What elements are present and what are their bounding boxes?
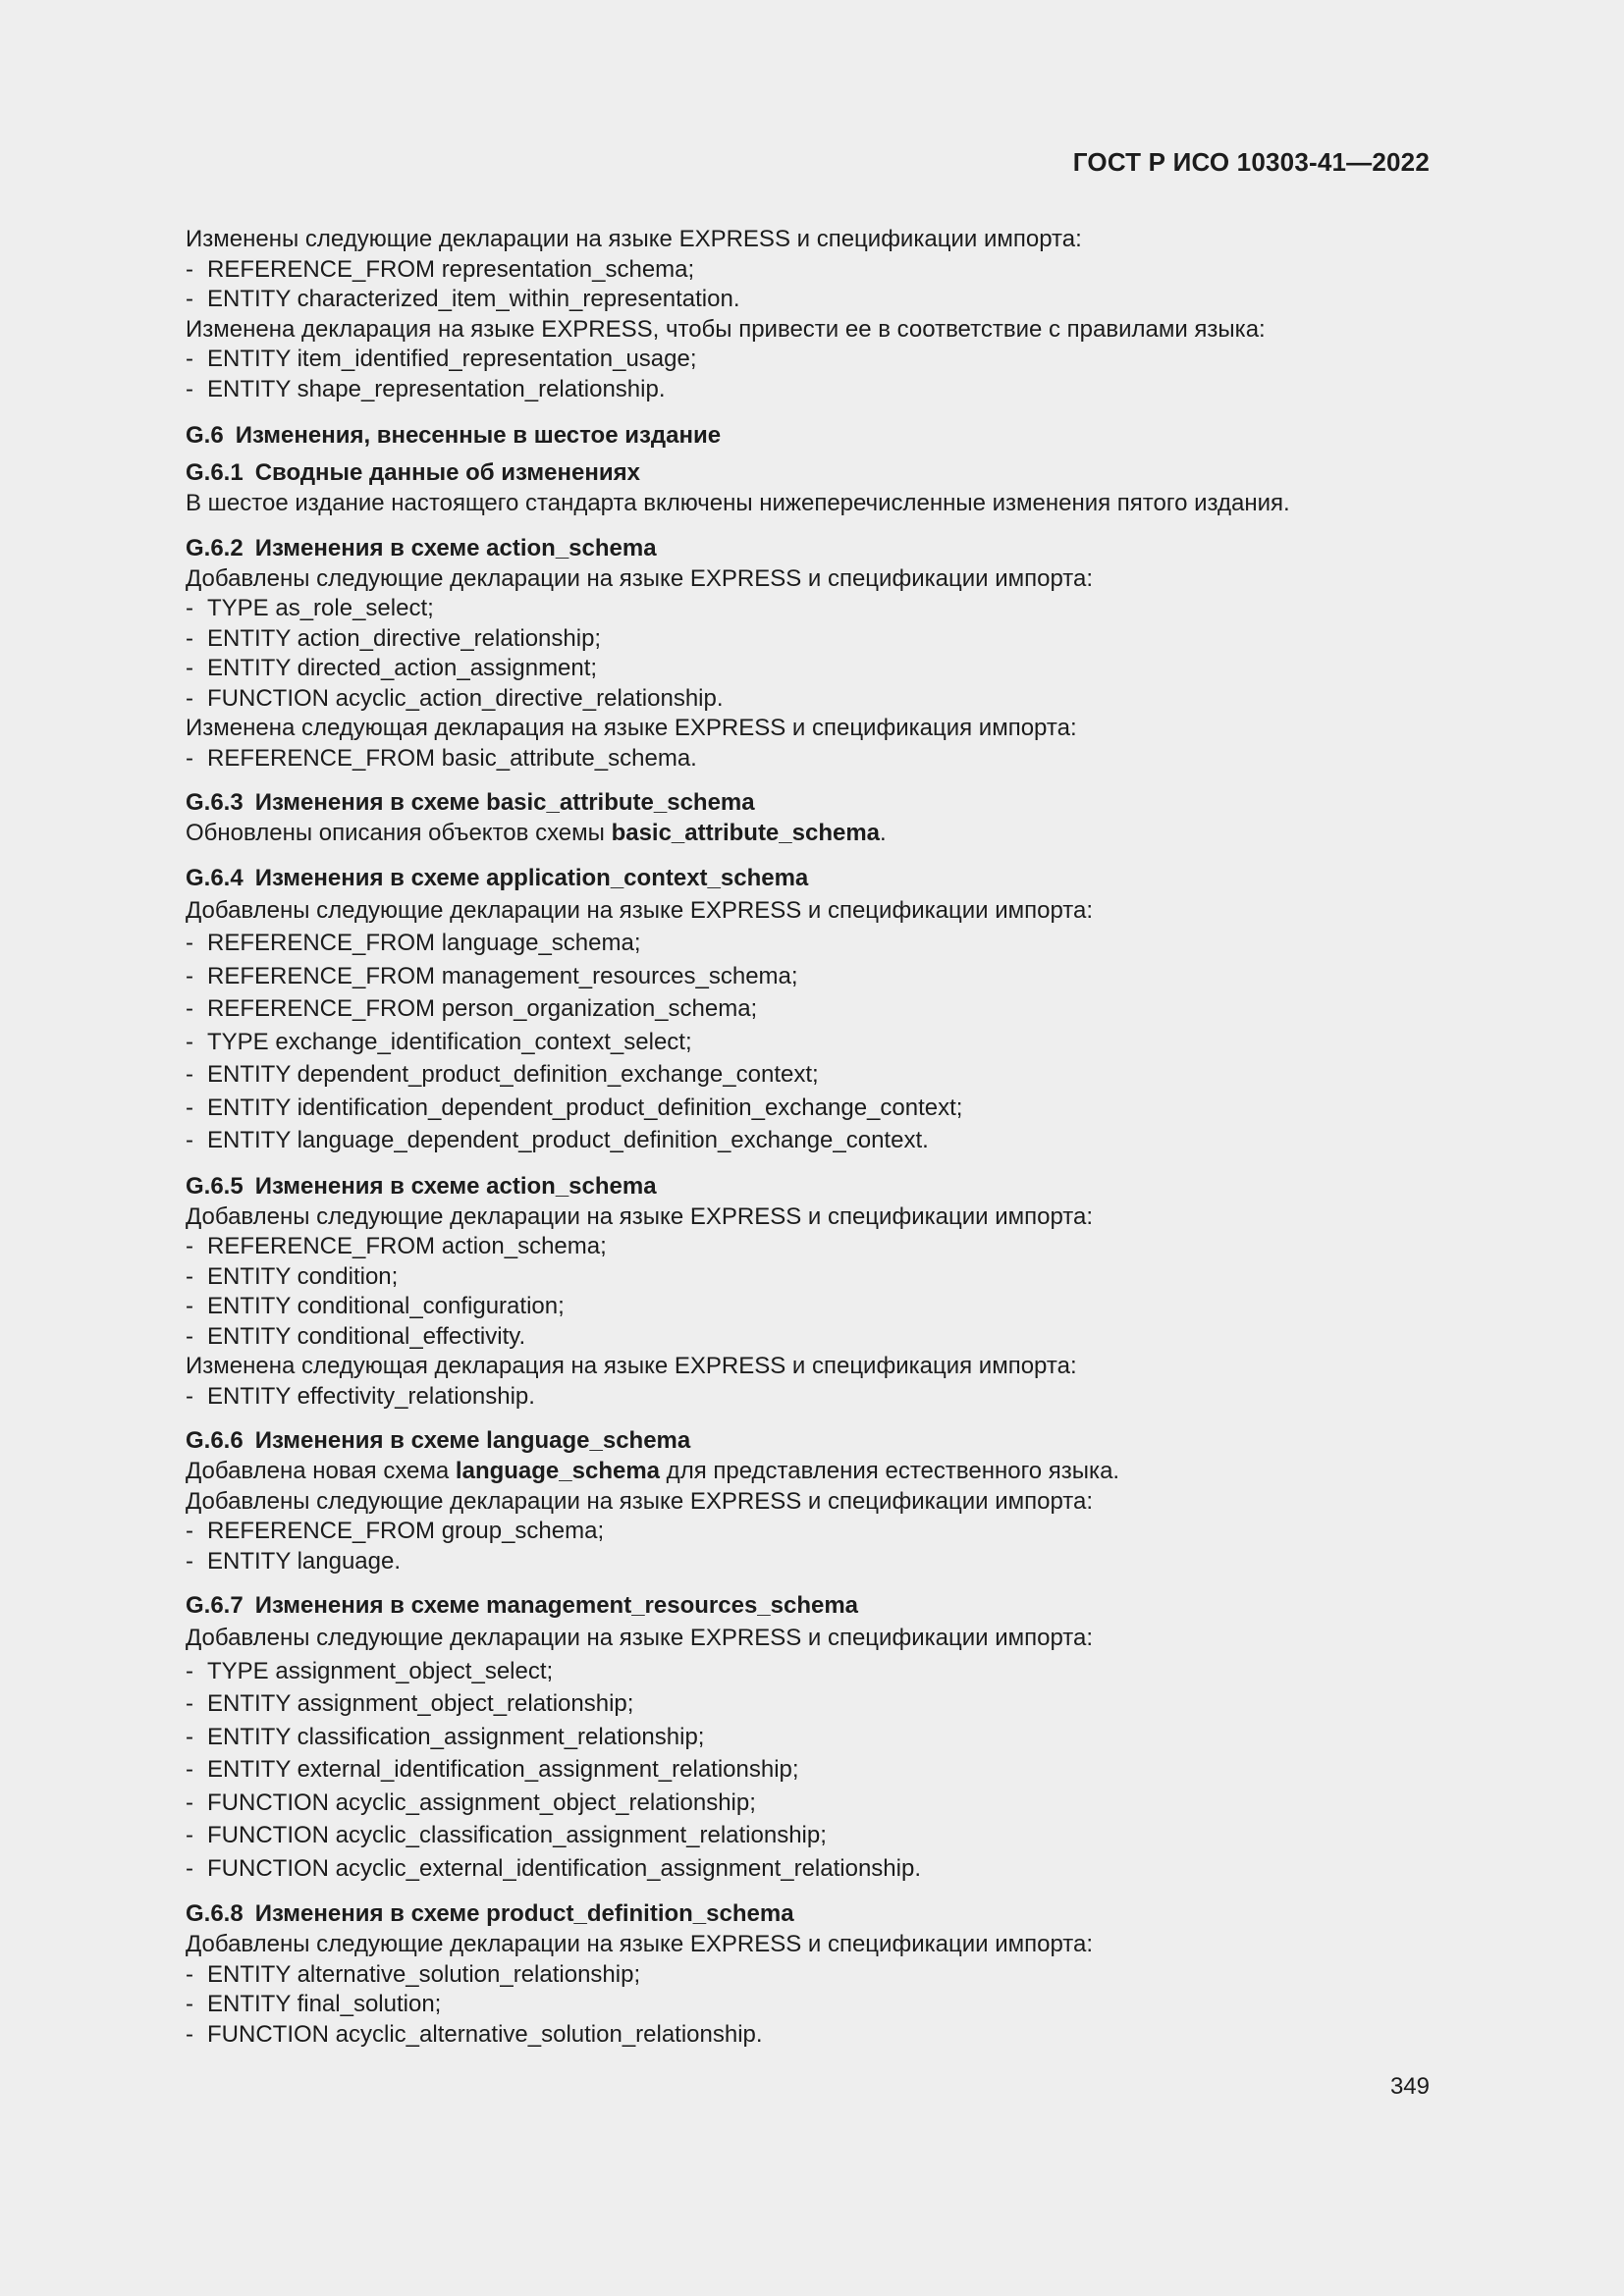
list-item: - TYPE exchange_identification_context_select; <box>186 1028 692 1055</box>
paragraph: Изменена декларация на языке EXPRESS, чтобы привести ее в соответствие с правилами языка: <box>186 315 1266 343</box>
list-item: - FUNCTION acyclic_external_identification_assignment_relationship. <box>186 1854 921 1882</box>
section-g65 <box>186 1171 1433 1413</box>
list-item: - ENTITY conditional_effectivity. <box>186 1322 526 1350</box>
list-item: - ENTITY conditional_configuration; <box>186 1293 565 1319</box>
list-item: - ENTITY directed_action_assignment; <box>186 655 598 681</box>
page-number: 349 <box>1389 2073 1430 2100</box>
list-item: - FUNCTION acyclic_assignment_object_relationship; <box>186 1789 756 1816</box>
section-heading: G.6 Изменения, внесенные в шестое издание <box>186 422 722 449</box>
paragraph: В шестое издание настоящего стандарта включены нижеперечисленные изменения пятого издания. <box>186 490 1290 516</box>
section-g64 <box>186 863 1433 1157</box>
list-item: - ENTITY language. <box>186 1547 402 1575</box>
page-content <box>186 225 1433 2050</box>
subsection-heading: G.6.8 Изменения в схеме product_definition_schema <box>186 1900 794 1927</box>
paragraph: Добавлена новая схема language_schema для представления естественного языка. <box>186 1458 1120 1484</box>
list-item: - ENTITY shape_representation_relationship. <box>186 375 666 402</box>
subsection-heading: G.6.4 Изменения в схеме application_context_schema <box>186 864 809 891</box>
list-item: - FUNCTION acyclic_alternative_solution_relationship. <box>186 2020 763 2048</box>
list-item: - REFERENCE_FROM management_resources_schema; <box>186 962 798 989</box>
paragraph: Изменена следующая декларация на языке EXPRESS и спецификация импорта: <box>186 715 1077 741</box>
list-item: - TYPE assignment_object_select; <box>186 1657 554 1684</box>
paragraph: Добавлены следующие декларации на языке EXPRESS и спецификации импорта: <box>186 1931 1094 1957</box>
list-item: - ENTITY language_dependent_product_definition_exchange_context. <box>186 1127 929 1153</box>
list-item: - ENTITY external_identification_assignment_relationship; <box>186 1756 799 1783</box>
section-g6 <box>186 420 1433 519</box>
list-item: - REFERENCE_FROM representation_schema; <box>186 255 695 283</box>
subsection-heading: G.6.5 Изменения в схеме action_schema <box>186 1172 657 1200</box>
intro-section <box>186 225 1433 404</box>
list-item: - ENTITY classification_assignment_relationship; <box>186 1723 705 1750</box>
list-item: - ENTITY final_solution; <box>186 1991 442 2017</box>
list-item: - FUNCTION acyclic_action_directive_relationship. <box>186 684 724 712</box>
list-item: - REFERENCE_FROM action_schema; <box>186 1233 607 1259</box>
section-g62 <box>186 533 1433 774</box>
section-g66 <box>186 1425 1433 1576</box>
list-item: - ENTITY dependent_product_definition_exchange_context; <box>186 1061 819 1088</box>
paragraph: Изменены следующие декларации на языке EXPRESS и спецификации импорта: <box>186 226 1082 252</box>
list-item: - ENTITY assignment_object_relationship; <box>186 1690 634 1717</box>
list-item: - ENTITY action_directive_relationship; <box>186 624 602 652</box>
paragraph: Добавлены следующие декларации на языке EXPRESS и спецификации импорта: <box>186 1625 1094 1651</box>
list-item: - FUNCTION acyclic_classification_assignment_relationship; <box>186 1822 827 1848</box>
section-g67 <box>186 1590 1433 1885</box>
paragraph: Добавлены следующие декларации на языке EXPRESS и спецификации импорта: <box>186 1202 1094 1230</box>
list-item: - ENTITY condition; <box>186 1262 399 1290</box>
list-item: - REFERENCE_FROM person_organization_schema; <box>186 995 758 1022</box>
subsection-heading: G.6.1 Сводные данные об изменениях <box>186 459 640 486</box>
subsection-heading: G.6.3 Изменения в схеме basic_attribute_schema <box>186 789 755 816</box>
list-item: - REFERENCE_FROM group_schema; <box>186 1518 605 1544</box>
list-item: - ENTITY characterized_item_within_representation. <box>186 286 740 312</box>
list-item: - REFERENCE_FROM basic_attribute_schema. <box>186 744 697 772</box>
list-item: - ENTITY effectivity_relationship. <box>186 1382 535 1410</box>
subsection-heading: G.6.2 Изменения в схеме action_schema <box>186 534 657 561</box>
list-item: - ENTITY identification_dependent_product_definition_exchange_context; <box>186 1094 963 1121</box>
paragraph: Изменена следующая декларация на языке EXPRESS и спецификация импорта: <box>186 1353 1077 1379</box>
list-item: - TYPE as_role_select; <box>186 595 434 621</box>
list-item: - ENTITY alternative_solution_relationship; <box>186 1960 641 1988</box>
paragraph: Добавлены следующие декларации на языке EXPRESS и спецификации импорта: <box>186 896 1094 924</box>
list-item: - ENTITY item_identified_representation_usage; <box>186 346 697 372</box>
subsection-heading: G.6.6 Изменения в схеме language_schema <box>186 1427 691 1454</box>
paragraph: Добавлены следующие декларации на языке EXPRESS и спецификации импорта: <box>186 1487 1094 1515</box>
paragraph: Обновлены описания объектов схемы basic_attribute_schema. <box>186 820 887 846</box>
document-header: ГОСТ Р ИСО 10303-41—2022 <box>1072 147 1430 177</box>
paragraph: Добавлены следующие декларации на языке EXPRESS и спецификации импорта: <box>186 564 1094 592</box>
subsection-heading: G.6.7 Изменения в схеме management_resources_schema <box>186 1592 859 1619</box>
section-g63 <box>186 787 1433 849</box>
section-g68 <box>186 1898 1433 2050</box>
list-item: - REFERENCE_FROM language_schema; <box>186 930 641 956</box>
